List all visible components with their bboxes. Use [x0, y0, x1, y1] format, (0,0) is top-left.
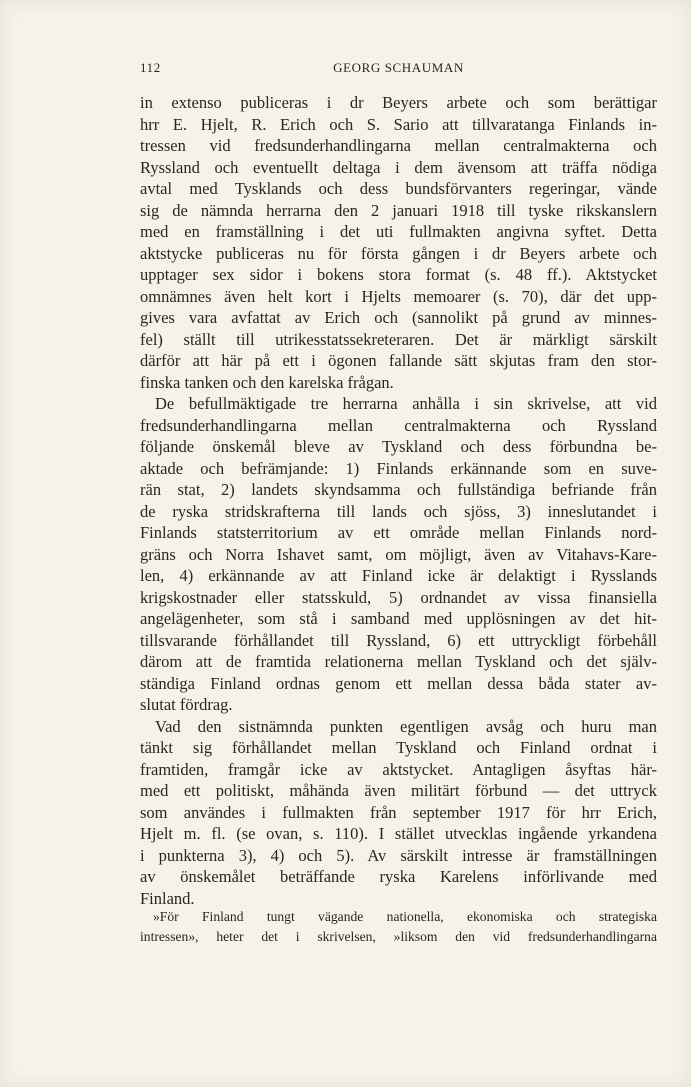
- paragraph: [140, 716, 657, 910]
- text-line: som användes i fullmakten från september 1917 för hrr Erich,: [140, 802, 657, 822]
- quoted-passage: [140, 907, 657, 946]
- text-line: Finlands statsterritorium av ett område mellan Finlands nord-: [140, 523, 657, 542]
- quote-line: intressen», heter det i skrivelsen, »liksom den vid fredsunderhandlingarna: [140, 928, 657, 944]
- text-line: fel) ställt till utrikesstatssekreteraren. Det är märkligt särskilt: [140, 329, 657, 349]
- text-line: Vad den sistnämnda punkten egentligen avsåg och huru man: [155, 716, 657, 736]
- text-line: Hjelt m. fl. (se ovan, s. 110). I stället utvecklas ingående yrkandena: [140, 824, 657, 843]
- text-line: len, 4) erkännande av att Finland icke är delaktigt i Rysslands: [140, 566, 657, 585]
- page-number: 112: [140, 60, 161, 75]
- running-title: GEORG SCHAUMAN: [333, 60, 464, 75]
- text-line: avtal med Tysklands och dess bundsförvanters regeringar, vände: [140, 179, 657, 198]
- text-line: framtiden, framgår icke av aktstycket. Antagligen åsyftas här-: [140, 759, 657, 779]
- text-line: De befullmäktigade tre herrarna anhålla i sin skrivelse, att vid: [155, 394, 657, 413]
- text-line: Ryssland och eventuellt deltaga i dem ävensom att träffa nödiga: [140, 157, 657, 177]
- text-line: därför att här på ett i ögonen fallande sätt skjutas fram den stor-: [140, 351, 657, 370]
- text-line: följande önskemål bleve av Tyskland och dess förbundna be-: [140, 437, 657, 456]
- text-line: krigskostnader eller statsskuld, 5) ordnandet av vissa finansiella: [140, 587, 657, 607]
- paragraph: [140, 393, 657, 716]
- text-line: hrr E. Hjelt, R. Erich och S. Sario att tillvaratanga Finlands in-: [140, 114, 657, 134]
- text-line: tänkt sig förhållandet mellan Tyskland och Finland ordnat i: [140, 738, 657, 757]
- text-line: tillsvarande förhållandet till Ryssland, 6) ett uttryckligt förbehåll: [140, 630, 657, 650]
- text-line: Finland.: [140, 888, 195, 908]
- text-line: omnämnes även helt kort i Hjelts memoarer (s. 70), där det upp-: [140, 286, 657, 306]
- text-line: sig de nämnda herrarna den 2 januari 1918 till tyske rikskanslern: [140, 200, 657, 220]
- text-line: gräns och Norra Ishavet samt, om möjligt, även av Vitahavs-Kare-: [140, 544, 657, 564]
- text-line: rän stat, 2) landets skyndsamma och fullständiga befriande från: [140, 480, 657, 499]
- text-line: med ett politiskt, måhända även militärt förbund — det uttryck: [140, 781, 657, 800]
- text-line: in extenso publiceras i dr Beyers arbete och som berättigar: [140, 93, 657, 112]
- text-line: angelägenheter, som stå i samband med upplösningen av det hit-: [140, 609, 657, 628]
- text-line: aktade och befrämjande: 1) Finlands erkännande som en suve-: [140, 458, 657, 478]
- text-line: finska tanken och den karelska frågan.: [140, 372, 394, 392]
- text-line: de ryska stridskrafterna till lands och sjöss, 3) inneslutandet i: [140, 501, 657, 521]
- text-line: aktstycke publiceras nu för första gången i dr Beyers arbete och: [140, 243, 657, 263]
- text-line: av önskemålet beträffande ryska Karelens införlivande med: [140, 867, 657, 886]
- text-line: i punkterna 3), 4) och 5). Av särskilt intresse är framställningen: [140, 845, 657, 865]
- text-line: slutat fördrag.: [140, 695, 233, 714]
- text-line: därom att de framtida relationerna mellan Tyskland och det själv-: [140, 652, 657, 671]
- running-header: [140, 60, 657, 78]
- paragraph: [140, 92, 657, 393]
- text-line: gives vara avfattat av Erich och (sannolikt på grund av minnes-: [140, 308, 657, 327]
- text-line: med en framställning i det uti fullmakten angivna syftet. Detta: [140, 222, 657, 241]
- text-line: upptager sex sidor i bokens stora format (s. 48 ff.). Aktstycket: [140, 265, 657, 284]
- body-text: [140, 92, 657, 909]
- text-line: ständiga Finland ordnas genom ett mellan dessa båda stater av-: [140, 673, 657, 693]
- text-line: fredsunderhandlingarna mellan centralmakterna och Ryssland: [140, 415, 657, 435]
- text-line: tressen vid fredsunderhandlingarna mellan centralmakterna och: [140, 136, 657, 155]
- quote-line: »För Finland tungt vägande nationella, ekonomiska och strategiska: [153, 909, 657, 924]
